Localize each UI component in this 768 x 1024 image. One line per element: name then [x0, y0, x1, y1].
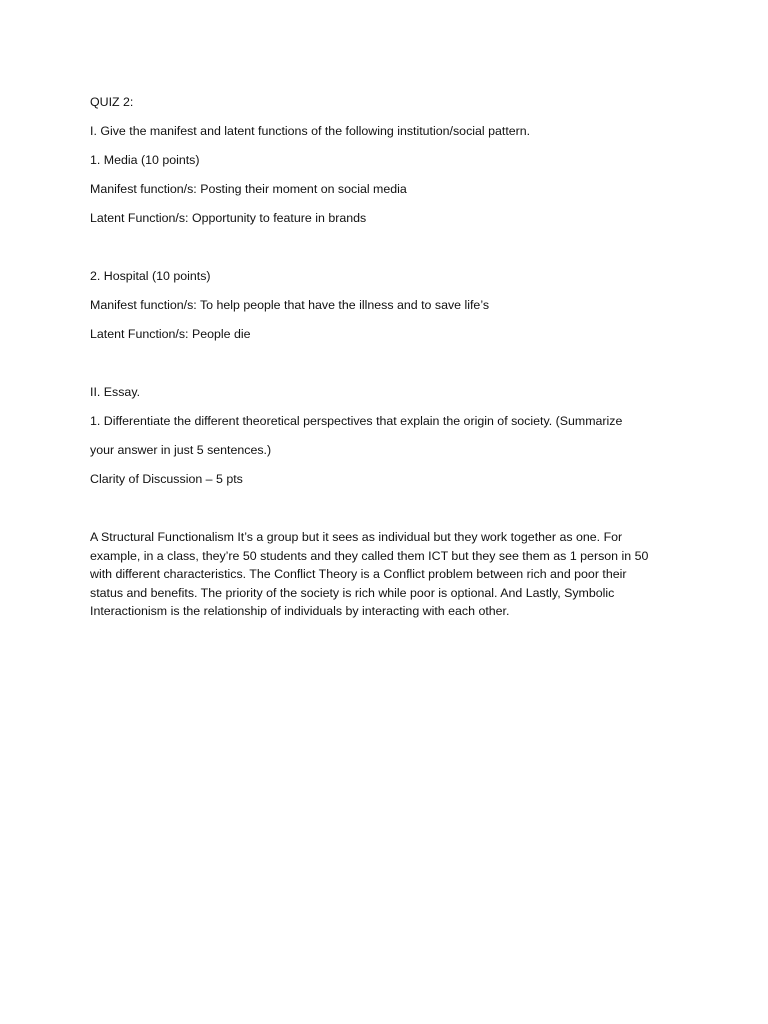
item2-latent: Latent Function/s: People die — [90, 327, 251, 341]
essay-answer-line: Interactionism is the relationship of individuals by interacting with each other. — [90, 604, 510, 618]
essay-answer-line: with different characteristics. The Conflict Theory is a Conflict problem between rich and poor their — [90, 567, 627, 581]
item1-manifest: Manifest function/s: Posting their moment on social media — [90, 182, 407, 196]
essay-answer-line: example, in a class, they’re 50 students and they called them ICT but they see them as 1 person in 50 — [90, 548, 649, 563]
item1-latent: Latent Function/s: Opportunity to feature in brands — [90, 211, 367, 225]
part2-heading: II. Essay. — [90, 385, 141, 399]
essay-question-line-2: your answer in just 5 sentences.) — [90, 443, 272, 457]
essay-answer-line: A Structural Functionalism It’s a group but it sees as individual but they work together as one. For — [90, 530, 623, 544]
item2-heading: 2. Hospital (10 points) — [90, 269, 211, 283]
essay-criteria: Clarity of Discussion – 5 pts — [90, 472, 243, 486]
item2-manifest: Manifest function/s: To help people that have the illness and to save life’s — [90, 298, 490, 312]
part1-instruction: I. Give the manifest and latent functions of the following institution/social pattern. — [90, 124, 531, 138]
quiz-title: QUIZ 2: — [90, 95, 134, 109]
essay-answer-line: status and benefits. The priority of the society is rich while poor is optional. And Lastly, Symbolic — [90, 585, 615, 600]
essay-question-line-1: 1. Differentiate the different theoretical perspectives that explain the origin of society. (Summarize — [90, 414, 623, 428]
essay-answer — [90, 528, 670, 621]
item1-heading: 1. Media (10 points) — [90, 153, 200, 167]
